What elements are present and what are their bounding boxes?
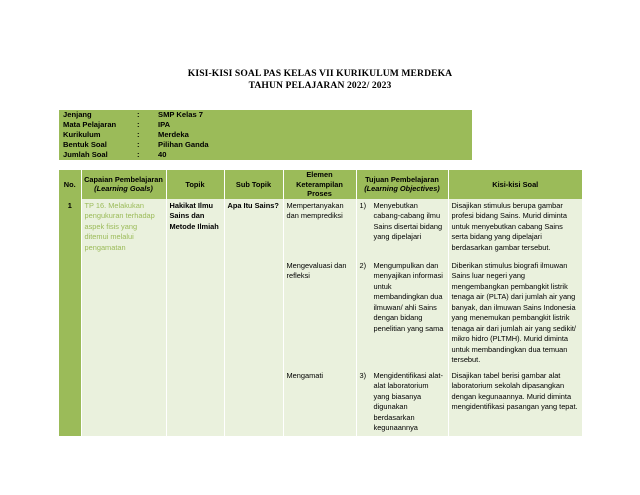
header-topik: Topik: [166, 170, 224, 199]
info-row-kurikulum: [59, 130, 472, 140]
cell-no: 1: [59, 199, 81, 436]
cell-kisi: Disajikan stimulus berupa gambar profesi bidang Sains. Murid diminta untuk menyebutkan cabang Sains serta bidang yang dipelajari berdasarkan gambar tersebut.: [448, 199, 582, 259]
info-label: Jumlah Soal: [63, 150, 108, 159]
info-separator: :: [137, 110, 140, 119]
info-value: Merdeka: [158, 130, 189, 139]
info-label: Jenjang: [63, 110, 92, 119]
info-separator: :: [137, 120, 140, 129]
kisi-table: [59, 170, 582, 436]
header-tujuan-label: Tujuan Pembelajaran: [365, 174, 439, 184]
info-separator: :: [137, 150, 140, 159]
cell-kisi: Diberikan stimulus biografi ilmuwan Sains luar negeri yang mengembangkan pembangkit listrik tenaga air (PLTA) dari jumlah air yang banyak, dan ilmuwan Sains Indonesia yang menemukan pembangkit listrik tenaga air dari jumlah air yang sedikit/ mikro hidro (PLTMH). Murid diminta untuk membandingkan dua temuan tersebut.: [448, 259, 582, 369]
document-title: KISI-KISI SOAL PAS KELAS VII KURIKULUM MERDEKA: [187, 68, 453, 79]
header-tujuan: [356, 170, 448, 199]
info-separator: :: [137, 130, 140, 139]
cell-capaian: TP 16. Melakukan pengukuran terhadap aspek fisis yang ditemui melalui pengamatan: [81, 199, 166, 436]
table-row: [59, 199, 582, 259]
cell-tujuan: [356, 199, 448, 259]
header-subtopik: Sub Topik: [224, 170, 283, 199]
cell-subtopik: Apa Itu Sains?: [224, 199, 283, 436]
cell-elemen: Mengamati: [283, 369, 356, 436]
header-capaian-sub: (Learning Goals): [94, 184, 153, 194]
cell-topik: Hakikat Ilmu Sains dan Metode Ilmiah: [166, 199, 224, 436]
tujuan-number: 2): [359, 260, 367, 270]
cell-elemen: Mempertanyakan dan memprediksi: [283, 199, 356, 259]
info-value: SMP Kelas 7: [158, 110, 204, 119]
tujuan-text: Mengidentifikasi alat-alat laboratorium yang biasanya digunakan berdasarkan kegunaannya: [373, 370, 443, 432]
info-label: Bentuk Soal: [63, 140, 107, 149]
tujuan-number: 1): [359, 200, 367, 210]
tujuan-text: Mengumpulkan dan menyajikan informasi untuk membandingkan dua ilmuwan/ ahli Sains dengan bidang penelitian yang sama: [373, 260, 444, 333]
info-row-jumlah-soal: [59, 150, 472, 160]
header-capaian: [81, 170, 166, 199]
info-box: [59, 110, 472, 160]
header-no: No.: [59, 170, 81, 199]
info-row-mata-pelajaran: [59, 120, 472, 130]
info-label: Mata Pelajaran: [63, 120, 117, 129]
info-row-jenjang: [59, 110, 472, 120]
info-row-bentuk-soal: [59, 140, 472, 150]
cell-kisi: Disajikan tabel berisi gambar alat laboratorium sekolah dipasangkan dengan kegunaannya. Murid diminta mengidentifikasi pasangan yang tepat.: [448, 369, 582, 436]
info-label: Kurikulum: [63, 130, 101, 139]
tujuan-number: 3): [359, 370, 367, 380]
cell-tujuan: [356, 259, 448, 369]
tujuan-text: Menyebutkan cabang-cabang ilmu Sains disertai bidang yang dipelajari: [373, 200, 443, 241]
cell-tujuan: [356, 369, 448, 436]
header-tujuan-sub: (Learning Objectives): [364, 184, 440, 194]
info-value: Pilihan Ganda: [158, 140, 209, 149]
header-elemen: Elemen Keterampilan Proses: [283, 170, 356, 199]
header-kisi: Kisi-kisi Soal: [448, 170, 582, 199]
cell-elemen: Mengevaluasi dan refleksi: [283, 259, 356, 369]
info-value: 40: [158, 150, 167, 159]
document-subtitle: TAHUN PELAJARAN 2022/ 2023: [248, 80, 392, 91]
table-header-row: [59, 170, 582, 199]
info-value: IPA: [158, 120, 171, 129]
info-separator: :: [137, 140, 140, 149]
header-capaian-label: Capaian Pembelajaran: [84, 174, 163, 184]
